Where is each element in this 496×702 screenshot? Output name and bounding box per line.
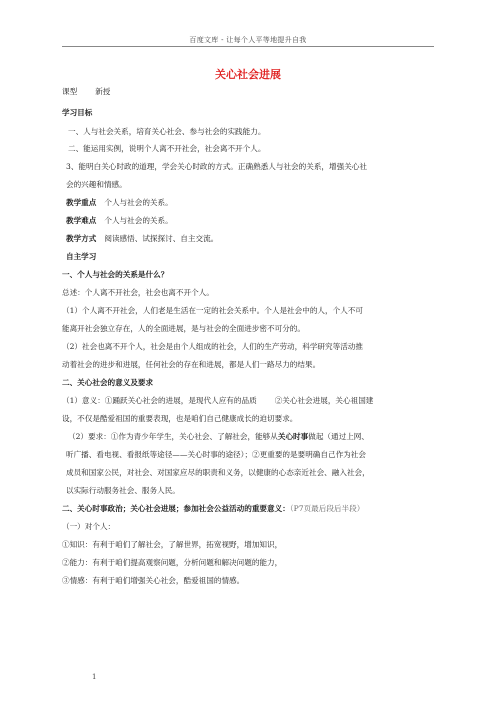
q2-p2-pre: （2）要求：①作为青少年学生，关心社会、了解社会，能够从	[68, 432, 278, 441]
objective-2: 二、能运用实例，说明个人离不开社会，社会离不开个人。	[68, 144, 266, 153]
difficulty-value: 个人与社会的关系。	[104, 216, 173, 225]
key-point-label: 教学重点	[66, 198, 97, 207]
q3-subheading: （一）对个人：	[62, 522, 116, 531]
q3-item-3: ③情感：有利于咱们增强关心社会，酷爱祖国的情感。	[62, 576, 245, 585]
document-title: 关心社会进展	[215, 68, 281, 81]
q2-p2-post: 做起（通过上网、	[308, 432, 369, 441]
q2-p1-part-a: （1）意义：①踊跃关心社会的进展，是现代人应有的品质	[62, 396, 257, 405]
q3-item-1: ①知识：有利于咱们了解社会，了解世界，拓宽视野，增加知识，	[62, 540, 283, 549]
objectives-heading: 学习目标	[62, 108, 93, 117]
q2-p2-line1	[68, 432, 440, 442]
objective-3-line2: 会的兴趣和情感。	[66, 180, 127, 189]
objective-1: 一、人与社会关系，培育关心社会、参与社会的实践能力。	[68, 127, 266, 136]
q2-p2-line3: 成员和国家公民，对社会、对国家应尽的职责和义务，以健康的心态亲近社会、融入社会，	[66, 468, 370, 477]
q2-p2-line4: 以实际行动服务社会、服务人民。	[66, 486, 180, 495]
q1-p2-line2: 动着社会的进步和进展，任何社会的存在和进展，都是人们一路尽力的结果。	[62, 360, 321, 369]
header-rule	[62, 46, 434, 47]
q2-p1-line1	[62, 396, 434, 406]
lesson-type-label: 课型	[62, 87, 78, 96]
page-number: 1	[92, 673, 97, 681]
q3-heading-row	[62, 504, 434, 514]
q3-item-2: ②能力：有利于咱们提高观察问题，分析问题和解决问题的能力，	[62, 558, 283, 567]
key-point-row	[66, 198, 438, 208]
q2-p1-line2: 设，不仅是酷爱祖国的重要表现，也是咱们自己健康成长的迫切要求。	[62, 414, 298, 423]
difficulty-label: 教学难点	[66, 216, 97, 225]
q1-summary: 总述：个人离不开社会，社会也离不开个人。	[62, 288, 214, 297]
difficulty-row	[66, 216, 438, 226]
self-study-heading: 自主学习	[66, 252, 97, 261]
page-header: 百度文库 - 让每个人平等地提升自我	[189, 36, 307, 44]
q3-heading-note: （P7页最后段后半段）	[289, 504, 365, 513]
method-row	[66, 234, 438, 244]
method-label: 教学方式	[66, 234, 97, 243]
objective-3-line1: 3、能明白关心时政的道理，学会关心时政的方式。正确熟悉人与社会的关系，增强关心社	[66, 162, 367, 171]
q1-p1-line1: （1）个人离不开社会，人们老是生活在一定的社会关系中。个人是社会中的人，个人不可	[62, 306, 363, 315]
q2-heading: 二、关心社会的意义及要求	[62, 378, 154, 387]
q2-p1-part-b: ②关心社会进展，关心祖国建	[274, 396, 374, 405]
q2-p2-emphasis: 关心时事	[277, 432, 309, 441]
lesson-type-row	[62, 87, 434, 97]
q1-p2-line1: （2）社会也离不开个人，社会是由个人组成的社会，人们的生产劳动，科学研究等活动推	[62, 342, 363, 351]
q1-heading: 一、个人与社会的关系是什么？	[62, 270, 169, 279]
q1-p1-line2: 能离开社会独立存在，人的全面进展，是与社会的全面进步密不可分的。	[62, 324, 305, 333]
q3-heading: 二、关心时事政治；关心社会进展；参加社会公益活动的重要意义：	[62, 504, 290, 513]
q2-p2-line2: 听广播、看电视、看报纸等途径——关心时事的途径）；②更重要的是要明确自己作为社会	[66, 450, 366, 459]
method-value: 阅读感悟、试探探讨、自主交流。	[104, 234, 219, 243]
lesson-type-value: 新授	[95, 87, 111, 96]
key-point-value: 个人与社会的关系。	[104, 198, 173, 207]
